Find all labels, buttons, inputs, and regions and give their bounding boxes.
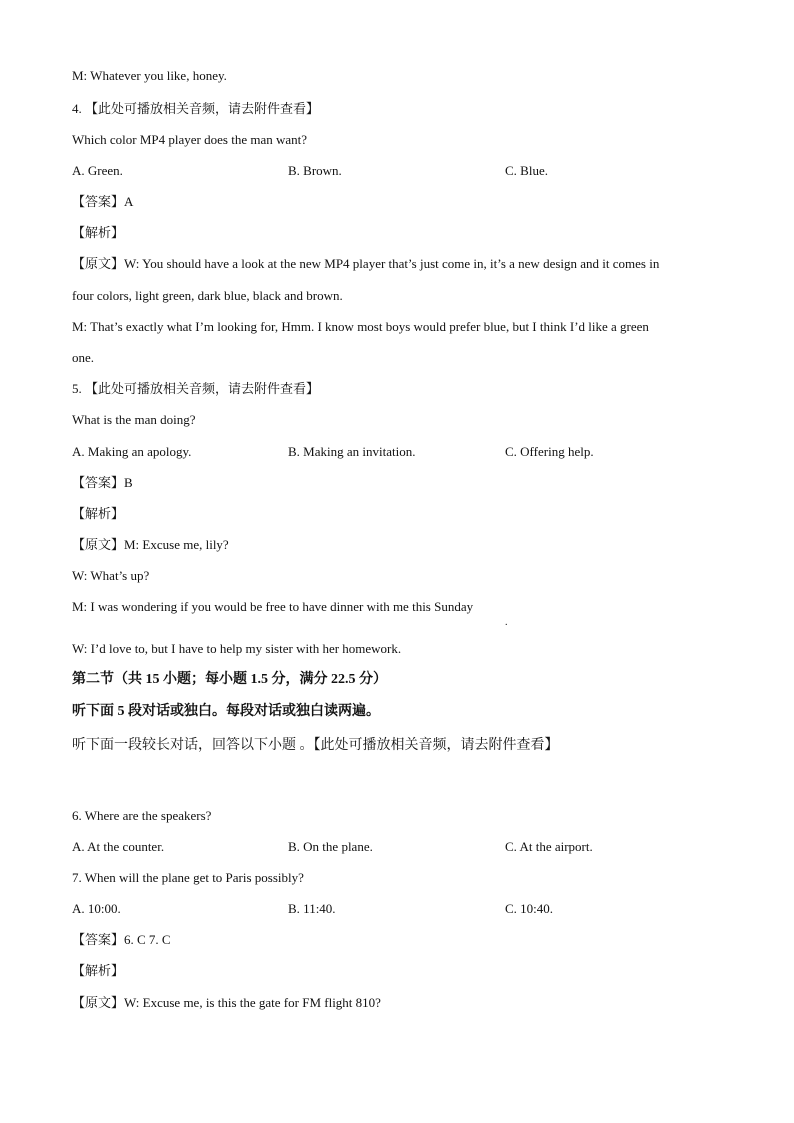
q6-7-transcript-line: 【原文】W: Excuse me, is this the gate for FM flight 810? [72, 995, 381, 1010]
q5-analysis-label: 【解析】 [72, 506, 125, 521]
q5-option-a: A. Making an apology. [72, 444, 192, 459]
q4-transcript-line: four colors, light green, dark blue, black and brown. [72, 288, 343, 303]
q6-7-analysis-label: 【解析】 [72, 963, 125, 978]
section-two-instruction: 听下面 5 段对话或独白。每段对话或独白读两遍。 [72, 704, 380, 719]
q6-option-b: B. On the plane. [288, 839, 373, 854]
q4-option-a: A. Green. [72, 163, 123, 178]
q7-option-b: B. 11:40. [288, 901, 336, 916]
stray-dot: . [505, 617, 508, 628]
q5-option-b: B. Making an invitation. [288, 444, 416, 459]
q5-transcript-line: 【原文】M: Excuse me, lily? [72, 537, 229, 552]
q7-option-a: A. 10:00. [72, 901, 121, 916]
q5-transcript-line: W: What’s up? [72, 568, 150, 583]
q5-option-c: C. Offering help. [505, 444, 594, 459]
q6-option-a: A. At the counter. [72, 839, 165, 854]
q7-option-c: C. 10:40. [505, 901, 554, 916]
q6-option-c: C. At the airport. [505, 839, 593, 854]
q5-answer: 【答案】B [72, 475, 133, 490]
question-7-text: 7. When will the plane get to Paris possibly? [72, 870, 304, 885]
question-5-audio-prompt[interactable]: 5. 【此处可播放相关音频，请去附件查看】 [72, 381, 320, 396]
question-4-audio-prompt[interactable]: 4. 【此处可播放相关音频，请去附件查看】 [72, 101, 320, 116]
q6-7-answer: 【答案】6. C 7. C [72, 932, 171, 947]
long-dialogue-audio-prompt[interactable]: 听下面一段较长对话，回答以下小题 。【此处可播放相关音频，请去附件查看】 [72, 738, 559, 753]
section-two-heading: 第二节（共 15 小题；每小题 1.5 分，满分 22.5 分） [72, 672, 387, 687]
q4-transcript-line: M: That’s exactly what I’m looking for, Hmm. I know most boys would prefer blue, but I think I’d like a green [72, 319, 649, 334]
q5-transcript-line: W: I’d love to, but I have to help my sister with her homework. [72, 641, 402, 656]
question-6-text: 6. Where are the speakers? [72, 808, 212, 823]
q5-transcript-line: M: I was wondering if you would be free to have dinner with me this Sunday [72, 599, 474, 614]
q4-option-c: C. Blue. [505, 163, 548, 178]
q4-transcript-line: 【原文】W: You should have a look at the new MP4 player that’s just come in, it’s a new design and it comes in [72, 256, 660, 271]
question-4-text: Which color MP4 player does the man want? [72, 132, 308, 147]
q4-answer: 【答案】A [72, 194, 134, 209]
q4-transcript-line: one. [72, 350, 95, 365]
q4-option-b: B. Brown. [288, 163, 342, 178]
q4-analysis-label: 【解析】 [72, 225, 125, 240]
question-5-text: What is the man doing? [72, 412, 196, 427]
dialogue-line: M: Whatever you like, honey. [72, 68, 227, 83]
